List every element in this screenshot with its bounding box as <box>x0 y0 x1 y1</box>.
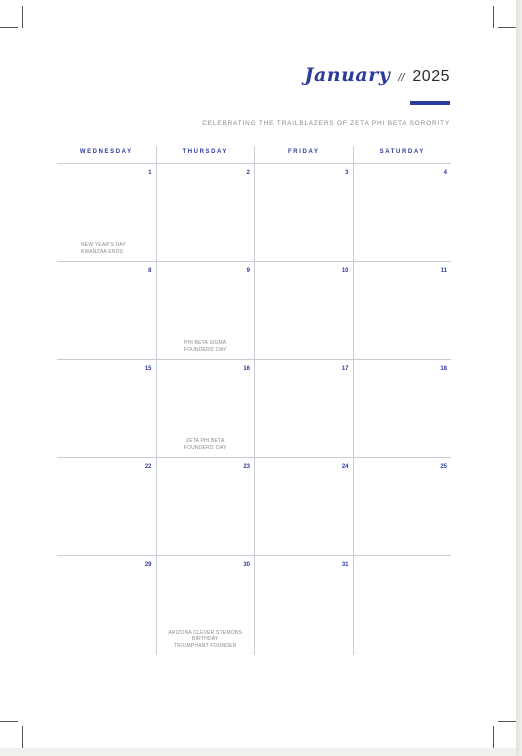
weekday-label: FRIDAY <box>254 146 353 163</box>
week-row <box>57 458 451 556</box>
date-number: 10 <box>341 268 349 274</box>
week-row <box>57 556 451 655</box>
date-number: 18 <box>440 366 447 372</box>
week-row <box>57 360 451 458</box>
month-year: 2025 <box>412 68 450 85</box>
day-cell[interactable] <box>353 262 452 359</box>
week-row <box>57 164 451 262</box>
date-number: 3 <box>345 170 349 176</box>
day-cell[interactable] <box>156 360 255 457</box>
day-cell[interactable] <box>254 164 353 261</box>
day-cell[interactable] <box>254 360 353 457</box>
date-number: 22 <box>144 464 152 470</box>
date-number: 8 <box>148 268 152 274</box>
date-number: 25 <box>440 464 447 470</box>
event-note <box>157 438 255 451</box>
day-cell[interactable] <box>57 458 156 555</box>
crop-mark <box>493 6 494 28</box>
date-number: 23 <box>243 464 250 470</box>
event-note <box>81 242 156 255</box>
day-cell[interactable] <box>57 262 156 359</box>
event-note <box>157 340 255 353</box>
date-number: 30 <box>243 562 250 568</box>
date-number: 24 <box>341 464 349 470</box>
crop-mark <box>498 721 516 722</box>
month-separator: // <box>398 72 405 84</box>
date-number: 31 <box>341 562 349 568</box>
weekday-label: THURSDAY <box>156 146 255 163</box>
event-note-line: TRIUMPHANT FOUNDER <box>174 642 237 649</box>
event-note-line: ZETA PHI BETA <box>185 438 225 444</box>
day-cell[interactable] <box>254 556 353 655</box>
day-cell[interactable] <box>156 164 255 261</box>
day-cell[interactable] <box>254 458 353 555</box>
date-number: 17 <box>341 366 349 372</box>
page-shadow <box>516 0 522 756</box>
event-note-line: KWANZAA ENDS <box>81 248 123 255</box>
calendar-grid <box>57 146 451 655</box>
day-cell[interactable] <box>156 556 255 655</box>
weekday-label: SATURDAY <box>353 146 452 163</box>
day-cell[interactable] <box>353 360 452 457</box>
day-cell[interactable] <box>353 164 452 261</box>
date-number: 11 <box>440 268 447 274</box>
crop-mark <box>0 27 18 28</box>
month-name: January <box>304 64 391 86</box>
date-number: 9 <box>246 268 250 274</box>
date-number: 2 <box>246 170 250 176</box>
day-cell[interactable] <box>353 556 452 655</box>
accent-bar <box>410 101 450 105</box>
crop-mark <box>493 726 494 748</box>
event-note-line: FOUNDERS' DAY <box>183 346 227 353</box>
day-cell[interactable] <box>156 262 255 359</box>
event-note-line: BIRTHDAY <box>192 636 219 642</box>
page-subtitle: CELEBRATING THE TRAILBLAZERS OF ZETA PHI BETA SORORITY <box>202 120 450 127</box>
date-number: 16 <box>243 366 250 372</box>
day-cell[interactable] <box>254 262 353 359</box>
week-row <box>57 262 451 360</box>
month-heading <box>304 64 450 86</box>
day-cell[interactable] <box>353 458 452 555</box>
date-number: 29 <box>144 562 152 568</box>
weekday-label: WEDNESDAY <box>79 149 133 155</box>
weekday-header-row <box>57 146 451 164</box>
crop-mark <box>22 726 23 748</box>
event-note-line: PHI BETA SIGMA <box>184 340 227 346</box>
date-number: 1 <box>148 170 152 176</box>
crop-mark <box>498 27 516 28</box>
day-cell[interactable] <box>57 556 156 655</box>
event-note-line: NEW YEAR'S DAY <box>81 242 126 248</box>
day-cell[interactable] <box>57 164 156 261</box>
event-note <box>157 630 255 650</box>
day-cell[interactable] <box>156 458 255 555</box>
crop-mark <box>22 6 23 28</box>
day-cell[interactable] <box>57 360 156 457</box>
date-number: 4 <box>443 170 447 176</box>
date-number: 15 <box>144 366 152 372</box>
event-note-line: FOUNDERS' DAY <box>183 444 227 451</box>
event-note-line: ARIZONA CLEVER STEMONS <box>168 629 243 636</box>
crop-mark <box>0 721 18 722</box>
